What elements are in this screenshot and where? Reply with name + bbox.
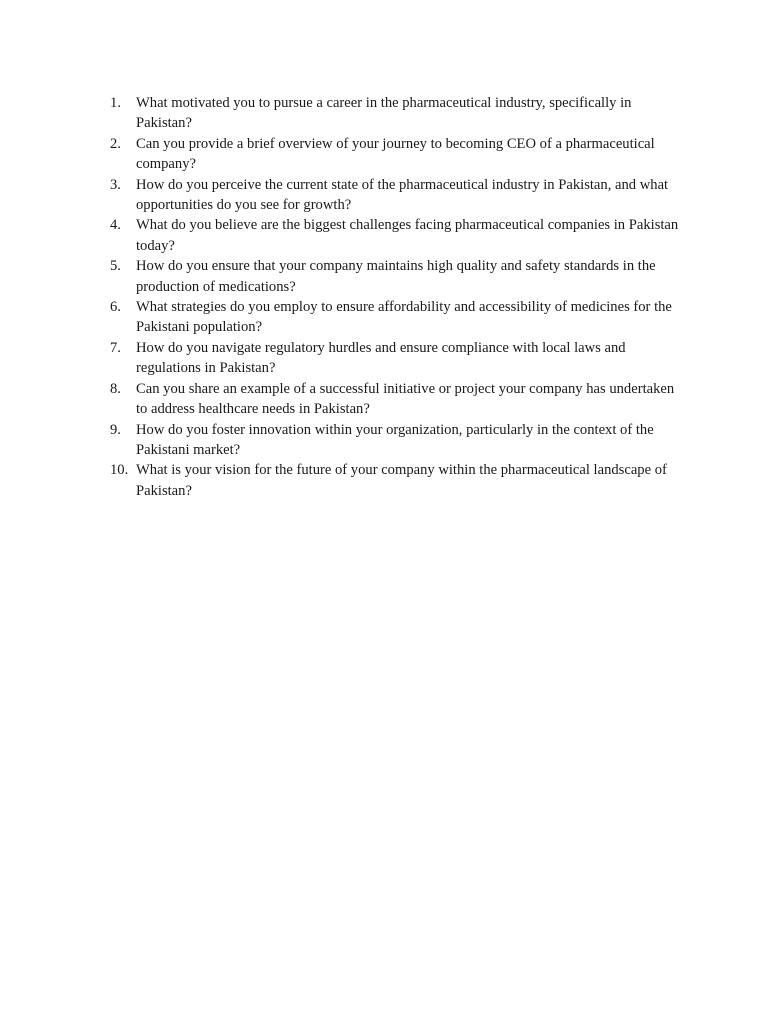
- question-item-5: [110, 256, 685, 297]
- question-text: What do you believe are the biggest challenges facing pharmaceutical companies in Pakistan today?: [136, 217, 679, 254]
- question-text: How do you perceive the current state of the pharmaceutical industry in Pakistan, and what opportunities do you see for growth?: [136, 176, 669, 214]
- question-list: [110, 93, 685, 501]
- question-item-10: [110, 460, 685, 501]
- question-number: 2.: [110, 135, 121, 152]
- question-item-2: [110, 134, 685, 175]
- question-number: 1.: [110, 95, 121, 111]
- question-text: What strategies do you employ to ensure affordability and accessibility of medicines for the Pakistani population?: [136, 299, 672, 336]
- question-text: How do you ensure that your company maintains high quality and safety standards in the production of medications?: [136, 258, 656, 295]
- question-text: Can you provide a brief overview of your journey to becoming CEO of a pharmaceutical company?: [136, 135, 655, 173]
- question-text: Can you share an example of a successful initiative or project your company has undertaken to address healthcare needs in Pakistan?: [136, 380, 675, 418]
- question-number: 7.: [110, 339, 121, 356]
- question-text: How do you navigate regulatory hurdles and ensure compliance with local laws and regulations in Pakistan?: [136, 339, 626, 377]
- question-number: 8.: [110, 380, 121, 397]
- question-number: 4.: [110, 217, 121, 234]
- question-text: What motivated you to pursue a career in the pharmaceutical industry, specifically in Pakistan?: [136, 95, 632, 132]
- question-number: 5.: [110, 258, 121, 275]
- question-item-7: [110, 338, 685, 379]
- question-item-3: [110, 175, 685, 216]
- question-item-8: [110, 379, 685, 420]
- question-text: What is your vision for the future of your company within the pharmaceutical landscape of Pakistan?: [136, 462, 667, 499]
- question-item-4: [110, 215, 685, 256]
- question-number: 3.: [110, 176, 121, 193]
- question-number: 6.: [110, 299, 121, 316]
- question-item-6: [110, 297, 685, 338]
- question-item-9: [110, 420, 685, 461]
- question-item-1: [110, 93, 685, 134]
- question-number: 10.: [110, 462, 129, 479]
- question-text: How do you foster innovation within your organization, particularly in the context of the Pakistani market?: [136, 421, 654, 458]
- question-number: 9.: [110, 421, 121, 438]
